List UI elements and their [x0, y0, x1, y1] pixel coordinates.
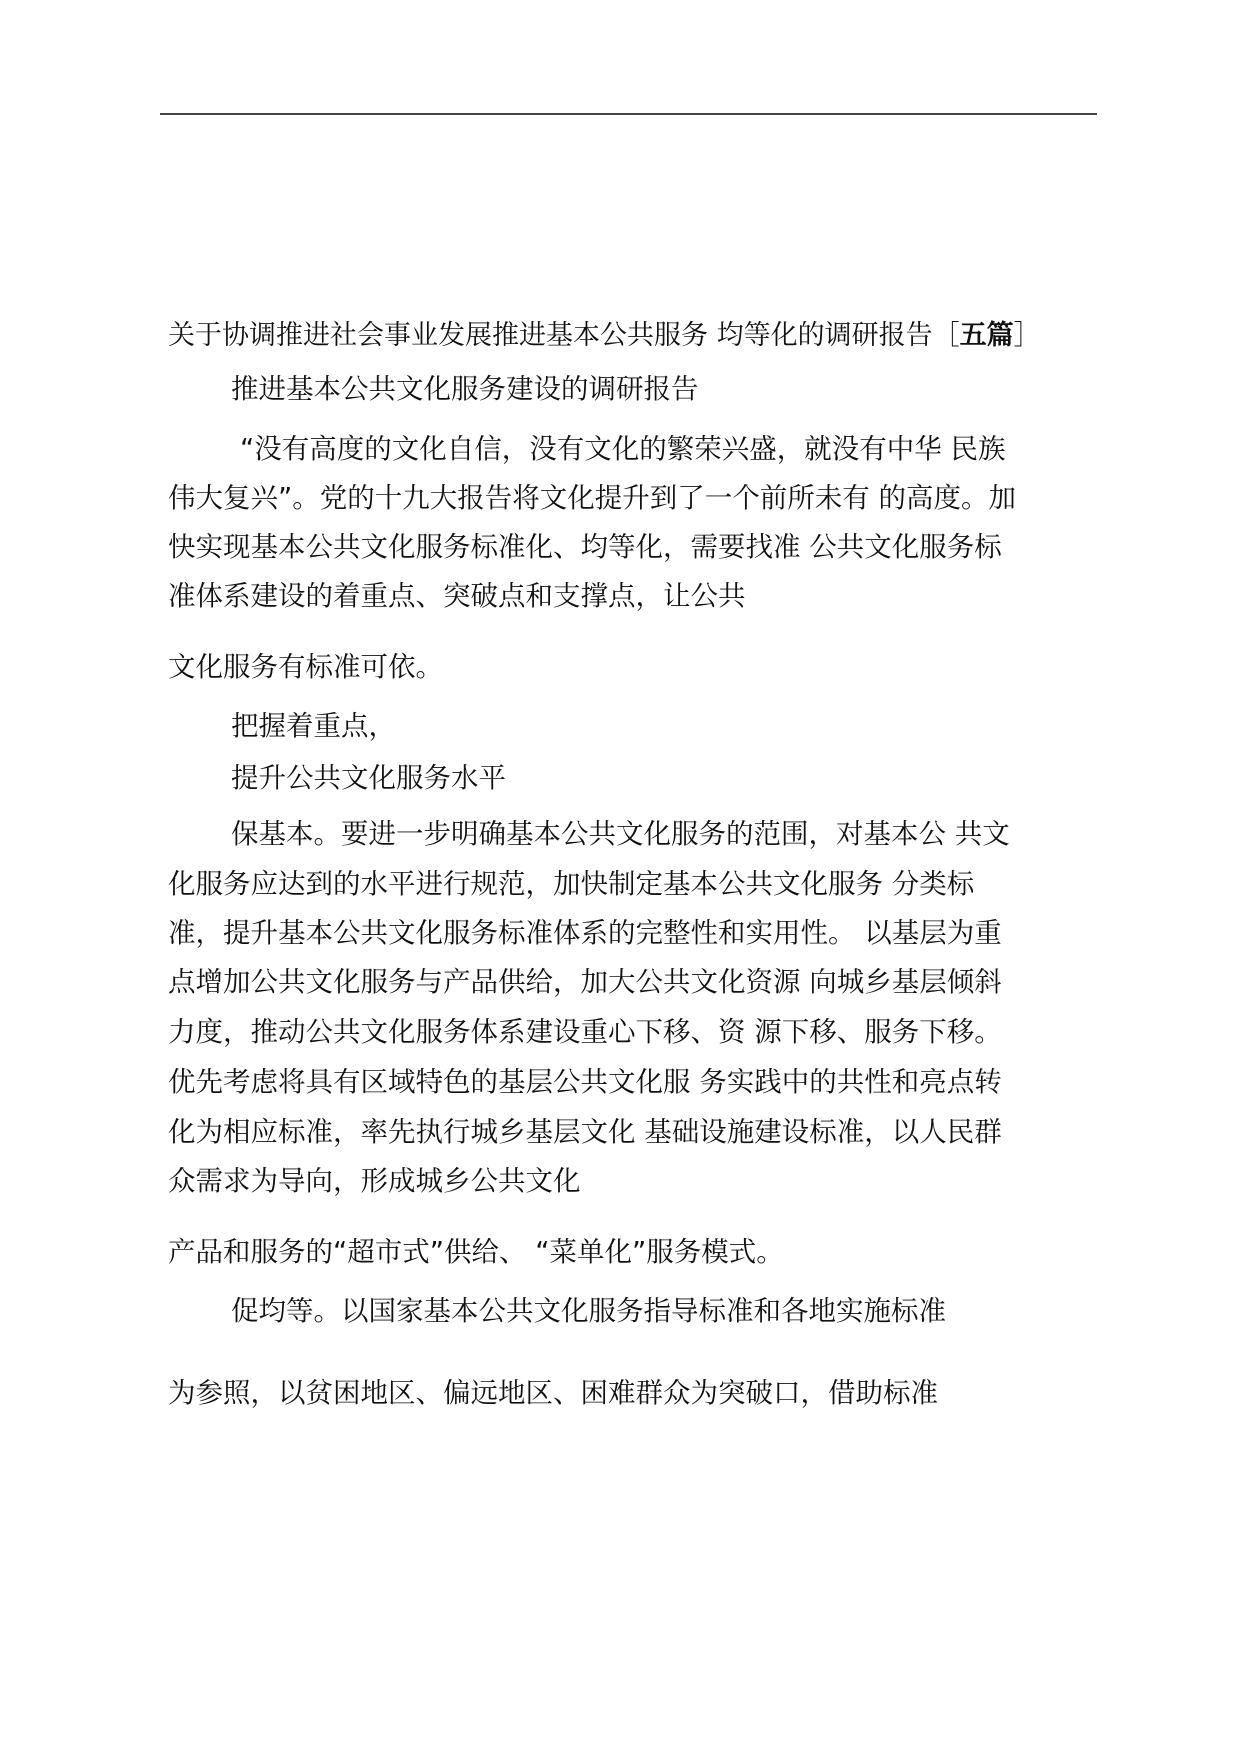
paragraph-line: 为参照，以贫困地区、偏远地区、困难群众为突破口，借助标准: [168, 1377, 938, 1409]
paragraph-line: 促均等。以国家基本公共文化服务指导标准和各地实施标准: [231, 1295, 946, 1327]
paragraph-line: 快实现基本公共文化服务标准化、均等化，需要找准 公共文化服务标: [168, 531, 1002, 563]
title-main: 关于协调推进社会事业发展推进基本公共服务 均等化的调研报告［: [168, 320, 960, 351]
paragraph-line: 产品和服务的“超市式”供给、 “菜单化”服务模式。: [168, 1236, 784, 1268]
paragraph-line: “没有高度的文化自信，没有文化的繁荣兴盛，就没有中华 民族: [240, 433, 1006, 465]
paragraph-line: 文化服务有标准可依。: [168, 651, 443, 683]
paragraph-line: 伟大复兴”。党的十九大报告将文化提升到了一个前所未有 的高度。加: [168, 482, 1016, 514]
paragraph-line: 准，提升基本公共文化服务标准体系的完整性和实用性。 以基层为重: [168, 917, 1002, 949]
section-heading: 把握着重点，: [231, 710, 396, 742]
paragraph-line: 点增加公共文化服务与产品供给，加大公共文化资源 向城乡基层倾斜: [168, 966, 1002, 998]
paragraph-line: 优先考虑将具有区域特色的基层公共文化服 务实践中的共性和亮点转: [168, 1066, 1002, 1098]
subtitle: 推进基本公共文化服务建设的调研报告: [231, 373, 699, 405]
paragraph-line: 化服务应达到的水平进行规范，加快制定基本公共文化服务 分类标: [168, 868, 975, 900]
paragraph-line: 化为相应标准，率先执行城乡基层文化 基础设施建设标准，以人民群: [168, 1116, 1002, 1148]
paragraph-line: 众需求为导向，形成城乡公共文化: [168, 1165, 581, 1197]
paragraph-line: 准体系建设的着重点、突破点和支撑点，让公共: [168, 580, 746, 612]
document-title: [168, 318, 1041, 354]
title-count: 五篇: [959, 320, 1014, 351]
section-heading: 提升公共文化服务水平: [231, 762, 506, 794]
paragraph-line: 力度，推动公共文化服务体系建设重心下移、资 源下移、服务下移。: [168, 1016, 1002, 1048]
paragraph-line: 保基本。要进一步明确基本公共文化服务的范围，对基本公 共文: [231, 818, 1010, 850]
title-close-bracket: ］: [1013, 320, 1041, 351]
header-rule: [160, 113, 1097, 115]
